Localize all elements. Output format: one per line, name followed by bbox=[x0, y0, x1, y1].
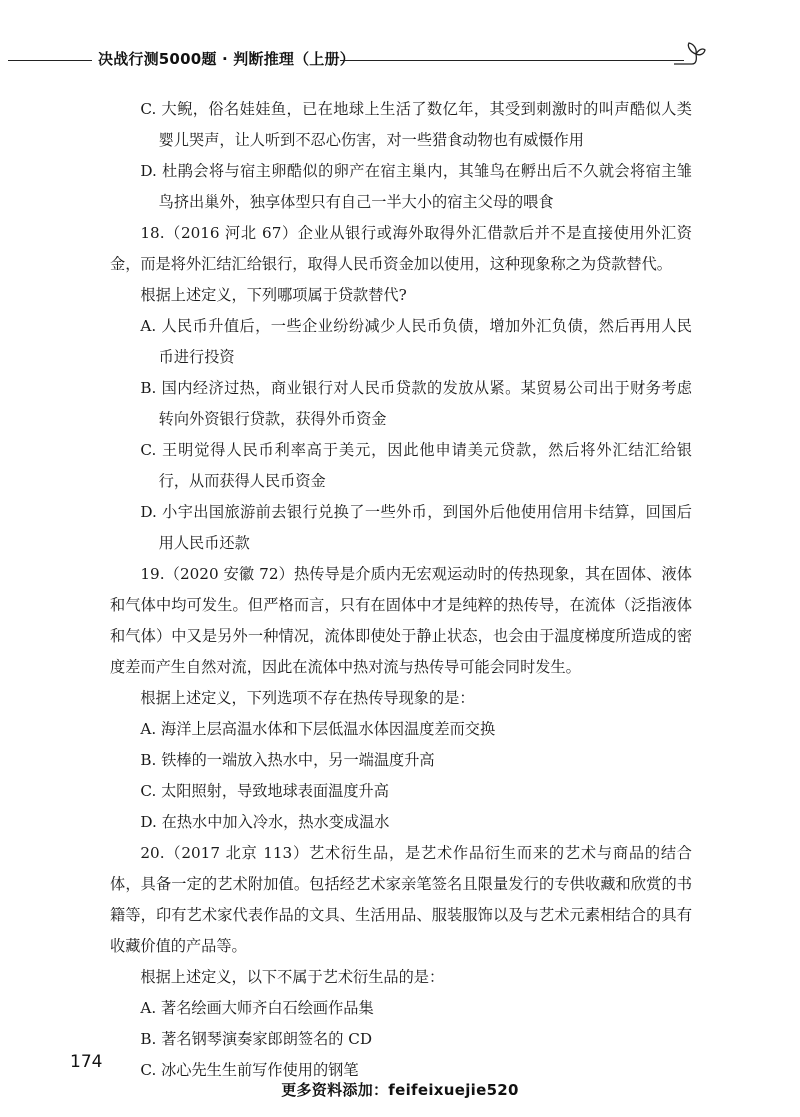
option-18b: B. 国内经济过热，商业银行对人民币贷款的发放从紧。某贸易公司出于财务考虑转向外资银行贷款，获得外币资金 bbox=[140, 379, 692, 428]
sprout-icon bbox=[670, 40, 706, 70]
running-header bbox=[0, 40, 800, 76]
question-18-stem: 18.（2016 河北 67）企业从银行或海外取得外汇借款后并不是直接使用外汇资金，而是将外汇结汇给银行，取得人民币资金加以使用，这种现象称之为贷款替代。 bbox=[110, 224, 692, 273]
option-17d: D. 杜鹃会将与宿主卵酷似的卵产在宿主巢内，其雏鸟在孵出后不久就会将宿主雏鸟挤出巢外，独享体型只有自己一半大小的宿主父母的喂食 bbox=[140, 162, 692, 211]
question-20-prompt: 根据上述定义，以下不属于艺术衍生品的是： bbox=[140, 968, 445, 986]
header-rule-left bbox=[8, 60, 92, 61]
page-body bbox=[110, 94, 692, 1086]
question-18-prompt: 根据上述定义，下列哪项属于贷款替代? bbox=[140, 286, 407, 304]
footer-note: 更多资料添加：feifeixuejie520 bbox=[281, 1081, 519, 1099]
question-20-stem: 20.（2017 北京 113）艺术衍生品，是艺术作品衍生而来的艺术与商品的结合体，具备一定的艺术附加值。包括经艺术家亲笔签名且限量发行的专供收藏和欣赏的书籍等，印有艺术家代表作品的文具、生活用品、服装服饰以及与艺术元素相结合的具有收藏价值的产品等。 bbox=[110, 844, 692, 955]
option-18a: A. 人民币升值后，一些企业纷纷减少人民币负债，增加外汇负债，然后再用人民币进行投资 bbox=[140, 317, 692, 366]
page-number: 174 bbox=[70, 1052, 103, 1072]
option-17c: C. 大鲵，俗名娃娃鱼，已在地球上生活了数亿年，其受到刺激时的叫声酷似人类婴儿哭声，让人听到不忍心伤害，对一些猎食动物也有威慑作用 bbox=[140, 100, 692, 149]
option-19c: C. 太阳照射，导致地球表面温度升高 bbox=[140, 782, 389, 800]
option-19d: D. 在热水中加入冷水，热水变成温水 bbox=[140, 813, 390, 831]
option-20b: B. 著名钢琴演奏家郎朗签名的 CD bbox=[140, 1030, 373, 1048]
option-20c: C. 冰心先生生前写作使用的钢笔 bbox=[140, 1061, 359, 1079]
question-19-stem: 19.（2020 安徽 72）热传导是介质内无宏观运动时的传热现象，其在固体、液体和气体中均可发生。但严格而言，只有在固体中才是纯粹的热传导，在流体（泛指液体和气体）中又是另外一种情况，流体即使处于静止状态，也会由于温度梯度所造成的密度差而产生自然对流，因此在流体中热对流与热传导可能会同时发生。 bbox=[110, 565, 692, 676]
option-18d: D. 小宇出国旅游前去银行兑换了一些外币，到国外后他使用信用卡结算，回国后用人民币还款 bbox=[140, 503, 692, 552]
option-19a: A. 海洋上层高温水体和下层低温水体因温度差而交换 bbox=[140, 720, 496, 738]
option-20a: A. 著名绘画大师齐白石绘画作品集 bbox=[140, 999, 374, 1017]
option-18c: C. 王明觉得人民币利率高于美元，因此他申请美元贷款，然后将外汇结汇给银行，从而获得人民币资金 bbox=[140, 441, 692, 490]
header-rule-right bbox=[340, 60, 684, 61]
book-title: 决战行测5000题 · 判断推理（上册） bbox=[98, 50, 355, 68]
question-19-prompt: 根据上述定义，下列选项不存在热传导现象的是： bbox=[140, 689, 475, 707]
option-19b: B. 铁棒的一端放入热水中，另一端温度升高 bbox=[140, 751, 435, 769]
